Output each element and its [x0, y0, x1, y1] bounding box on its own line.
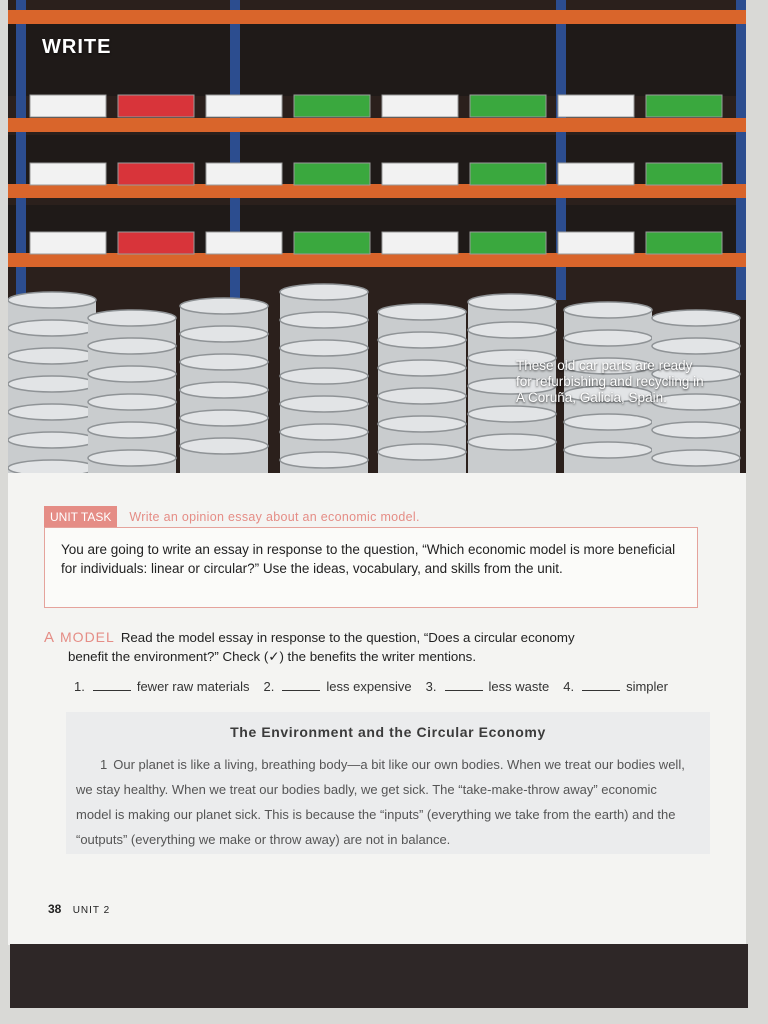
wheel-rim — [8, 376, 96, 392]
storage-crate — [646, 163, 722, 185]
wheel-rim — [8, 320, 96, 336]
storage-crate — [294, 232, 370, 254]
check-blank[interactable] — [93, 680, 131, 691]
unit-label: UNIT 2 — [72, 905, 111, 916]
wheel-rim — [652, 310, 740, 326]
storage-crate — [470, 163, 546, 185]
wheel-rim — [652, 338, 740, 354]
option-label: less waste — [488, 679, 550, 694]
essay-title: The Environment and the Circular Economy — [230, 724, 546, 740]
wheel-rim — [280, 424, 368, 440]
checklist-options — [74, 679, 682, 694]
wheel-rim — [8, 292, 96, 308]
shelf-beam — [8, 118, 746, 132]
storage-crate — [558, 163, 634, 185]
exercise-title: MODEL — [60, 629, 115, 645]
storage-crate — [558, 232, 634, 254]
checklist-option — [264, 679, 412, 694]
storage-crate — [470, 232, 546, 254]
exercise-instruction-line1: Read the model essay in response to the question, “Does a circular economy — [120, 630, 575, 645]
checklist-option — [426, 679, 550, 694]
wheel-rim — [180, 326, 268, 342]
wheel-rim — [378, 444, 466, 460]
photo-caption: These old car parts are ready for refurbishing and recycling in A Coruña, Galicia, Spain. — [516, 358, 704, 405]
option-number: 1. — [74, 679, 85, 694]
warehouse-photo — [8, 0, 746, 473]
unit-task-box — [44, 527, 698, 608]
paragraph-number: 1 — [100, 757, 108, 772]
model-exercise — [44, 628, 704, 666]
unit-task-title: Write an opinion essay about an economic model. — [129, 510, 420, 524]
wheel-rim — [564, 414, 652, 430]
wheel-rim — [180, 438, 268, 454]
storage-crate — [558, 95, 634, 117]
wheel-rim — [180, 354, 268, 370]
wheel-rim — [378, 360, 466, 376]
storage-crate — [30, 95, 106, 117]
storage-crate — [118, 163, 194, 185]
checklist-option — [74, 679, 250, 694]
wheel-rim — [564, 442, 652, 458]
option-label: simpler — [626, 679, 668, 694]
wheel-rim — [468, 434, 556, 450]
storage-crate — [118, 232, 194, 254]
option-label: less expensive — [326, 679, 412, 694]
wheel-rim — [468, 406, 556, 422]
wheel-rim — [8, 460, 96, 473]
storage-crate — [470, 95, 546, 117]
storage-crate — [206, 163, 282, 185]
page-number: 38 — [48, 902, 62, 916]
storage-crate — [206, 95, 282, 117]
wheel-rim — [180, 382, 268, 398]
storage-crate — [294, 163, 370, 185]
storage-crate — [382, 95, 458, 117]
checklist-option — [563, 679, 668, 694]
wheel-rim — [280, 312, 368, 328]
page-footer — [48, 902, 110, 916]
scan-edge-shadow — [10, 944, 748, 1008]
section-label: WRITE — [42, 36, 112, 58]
wheel-rim — [652, 422, 740, 438]
unit-task-text: You are going to write an essay in response to the question, “Which economic model is more beneficial for individuals: linear or circular?” Use the ideas, vocabulary, and skills from the unit. — [61, 542, 676, 576]
wheel-rim — [378, 388, 466, 404]
wheel-rim — [280, 340, 368, 356]
storage-crate — [382, 163, 458, 185]
wheel-rim — [88, 366, 176, 382]
shelf-beam — [8, 184, 746, 198]
option-number: 3. — [425, 679, 437, 694]
wheel-rim — [88, 338, 176, 354]
wheel-rim — [378, 332, 466, 348]
wheel-rim — [378, 304, 466, 320]
wheel-rim — [88, 394, 176, 410]
wheel-rim — [180, 410, 268, 426]
storage-crate — [206, 232, 282, 254]
wheel-rim — [378, 416, 466, 432]
wheel-rim — [180, 298, 268, 314]
option-number: 4. — [563, 679, 575, 694]
storage-crate — [646, 232, 722, 254]
storage-crate — [30, 163, 106, 185]
wheel-rim — [280, 452, 368, 468]
wheel-rim — [652, 450, 740, 466]
parts-clutter — [8, 18, 746, 96]
wheel-rim — [468, 322, 556, 338]
unit-task-badge: UNIT TASK — [44, 506, 117, 528]
wheel-rim — [280, 396, 368, 412]
option-number: 2. — [263, 679, 275, 694]
wheel-rim — [88, 310, 176, 326]
wheel-rim — [280, 284, 368, 300]
wheel-rim — [8, 432, 96, 448]
wheel-rim — [280, 368, 368, 384]
check-blank[interactable] — [445, 680, 483, 691]
wheel-rim — [564, 302, 652, 318]
unit-task-header — [44, 506, 420, 528]
check-blank[interactable] — [582, 680, 620, 691]
storage-crate — [294, 95, 370, 117]
storage-crate — [30, 232, 106, 254]
wheel-rim — [88, 422, 176, 438]
essay-paragraph — [76, 752, 694, 852]
exercise-letter: A — [44, 629, 55, 646]
storage-crate — [382, 232, 458, 254]
textbook-page — [8, 0, 746, 945]
wheel-rim — [468, 294, 556, 310]
wheel-rim — [88, 450, 176, 466]
wheel-rim — [8, 404, 96, 420]
paragraph-text: Our planet is like a living, breathing body—a bit like our own bodies. When we treat our bodies well, we stay healthy. When we treat our bodies badly, we get sick. The “take-make-throw away” economic model is making our planet sick. This is because the “inputs” (everything we take from the earth) and the “outputs” (everything we make or throw away) are not in balance. — [76, 757, 685, 847]
exercise-instruction-line2: benefit the environment?” Check (✓) the benefits the writer mentions. — [68, 649, 477, 664]
storage-crate — [118, 95, 194, 117]
wheel-rim — [564, 330, 652, 346]
storage-crate — [646, 95, 722, 117]
option-label: fewer raw materials — [136, 679, 250, 694]
wheel-rim — [8, 348, 96, 364]
check-blank[interactable] — [282, 680, 320, 691]
shelf-beam — [8, 10, 746, 24]
shelf-beam — [8, 253, 746, 267]
